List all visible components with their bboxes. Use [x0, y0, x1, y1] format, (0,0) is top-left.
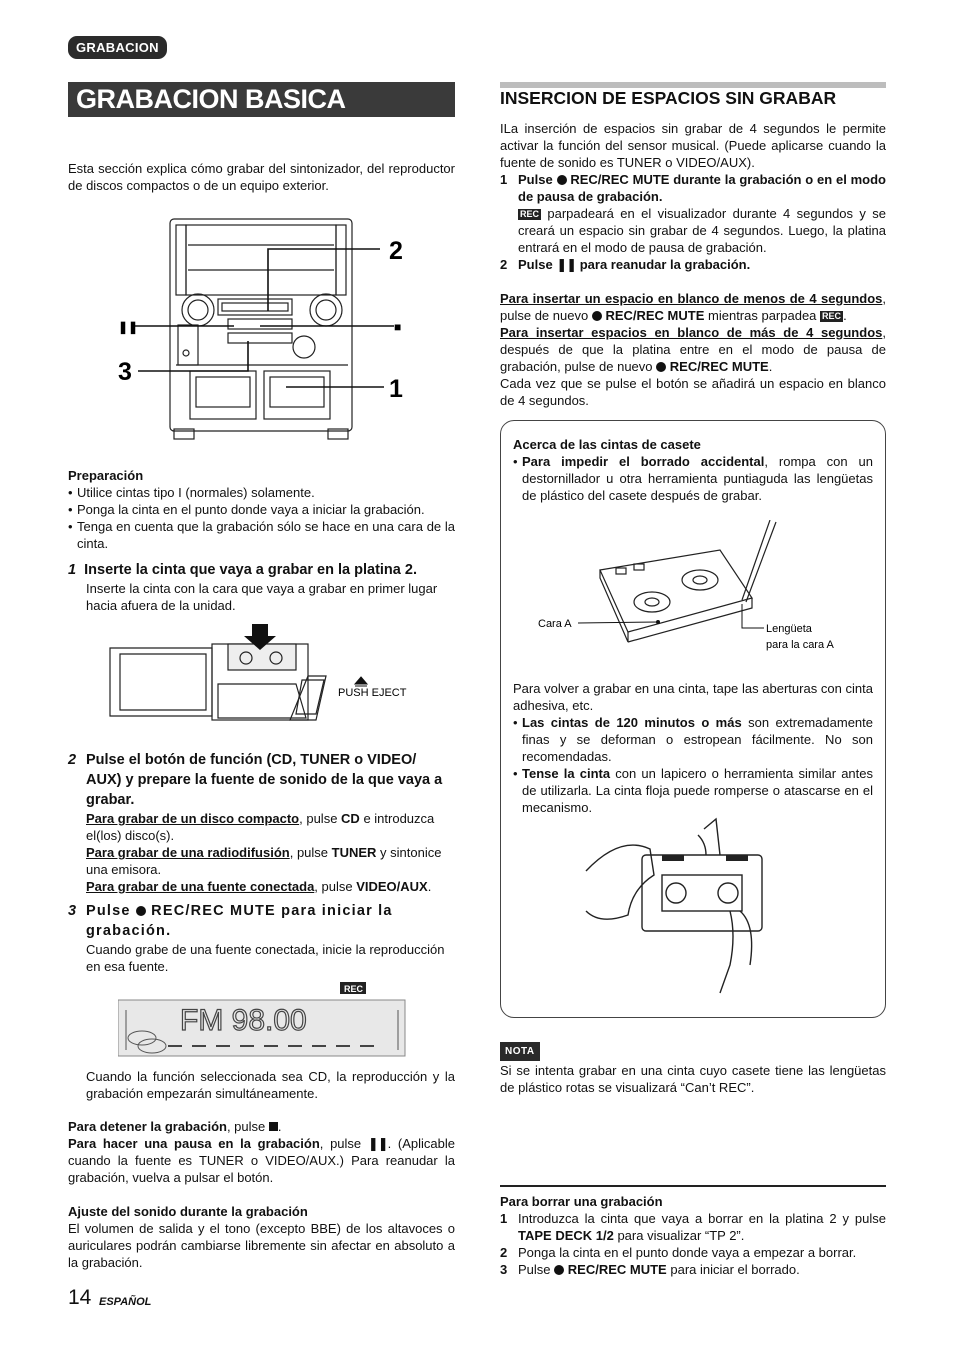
- text: con un lapicero o herramienta similar antes de utilizarla. La cinta floja puede romperse o atascarse en el mecanismo.: [522, 766, 874, 815]
- gap-intro: ILa inserción de espacios sin grabar de 4 segundos le permite activar la función del sensor musical. (Puede aplicarse cuando la fuente de sonido es TUNER o VIDEO/AUX).: [500, 121, 886, 170]
- callout-3: 3: [118, 358, 132, 386]
- step-number: 1: [68, 562, 77, 578]
- text: Pulse: [518, 172, 553, 187]
- pause-label: Para hacer una pausa en la grabación: [68, 1136, 320, 1151]
- text: Introduzca la cinta que vaya a borrar en la platina 2 y pulse: [518, 1211, 886, 1226]
- rec-mute-key: REC/REC MUTE: [567, 1262, 667, 1277]
- aux-instruction-label: Para grabar de una fuente conectada: [86, 879, 315, 894]
- eject-icon: [355, 677, 367, 686]
- preparation-block: [68, 467, 455, 552]
- text: , pulse de nuevo: [500, 291, 886, 323]
- step-title: Inserte la cinta que vaya a grabar en la platina 2.: [84, 562, 417, 578]
- gap-step-2: [500, 256, 886, 273]
- language-label: ESPAÑOL: [99, 1296, 152, 1308]
- text: Pulse: [518, 1262, 551, 1277]
- list-item: [500, 1210, 886, 1244]
- step-1: [68, 560, 455, 614]
- section-title: INSERCION DE ESPACIOS SIN GRABAR: [500, 88, 837, 108]
- bold-text: Tense la cinta: [522, 766, 611, 781]
- text: .: [427, 879, 432, 894]
- tape-insertion-figure: [106, 624, 436, 724]
- less-label: Para insertar un espacio en blanco de menos de 4 segundos: [500, 291, 883, 306]
- step-number: 2: [500, 257, 508, 272]
- record-dot-icon: [656, 362, 666, 372]
- text: , después de que la platina entre en el modo de pausa de grabación, pulse de nuevo: [500, 325, 886, 374]
- step-number: 2: [500, 1245, 508, 1260]
- text: mientras parpadea: [708, 308, 817, 323]
- erase-block: [500, 1193, 886, 1278]
- cd-note: Cuando la función seleccionada sea CD, la reproducción y la grabación empezarán simultáneamente.: [86, 1069, 455, 1101]
- text: e introduzca el(los) disco(s).: [86, 811, 435, 843]
- display-readout: FM 98.00: [180, 1004, 307, 1037]
- text: Pulse: [518, 257, 553, 272]
- step-body: parpadeará en el visualizador durante 4 segundos y se creará un espacio sin grabar de 4 segundos. Luego, la platina entrará en el modo de pausa de grabación.: [518, 206, 886, 255]
- cd-instruction-label: Para grabar de un disco compacto: [86, 811, 300, 826]
- text: , pulse: [314, 879, 357, 894]
- step-number: 1: [500, 1211, 508, 1226]
- bold-text: Las cintas de 120 minutos o más: [522, 715, 742, 730]
- list-item: • Utilice cintas tipo I (normales) solamente.: [68, 484, 455, 501]
- page-title: GRABACION BASICA: [68, 82, 455, 117]
- section-tag: GRABACION: [68, 36, 167, 59]
- step-body: Cuando grabe de una fuente conectada, inicie la reproducción en esa fuente.: [86, 942, 445, 974]
- box-top: [513, 436, 873, 504]
- stop-label: Para detener la grabación: [68, 1119, 227, 1134]
- cd-key: CD: [341, 811, 360, 826]
- step-number: 2: [68, 752, 77, 768]
- text: , pulse: [319, 1136, 368, 1151]
- record-dot-icon: [592, 311, 602, 321]
- pause-icon: ❚❚: [556, 257, 577, 272]
- lengueta-label-2: para la cara A: [766, 639, 834, 651]
- nota-text: Si se intenta grabar en una cinta cuyo casete tiene las lengüetas de plástico rotas se visualizará “Can’t REC”.: [500, 1063, 886, 1095]
- step-title: Pulse el botón de función (CD, TUNER o VIDEO/ AUX) y prepare la fuente de sonido de la que vaya a grabar.: [86, 752, 443, 808]
- pause-icon: ❚❚: [118, 320, 139, 334]
- step-title: REC/REC MUTE durante la grabación o en el modo de pausa de grabación.: [518, 172, 887, 204]
- rec-mute-key: REC/REC MUTE: [605, 308, 705, 323]
- step-number: 3: [500, 1262, 508, 1277]
- text: Para volver a grabar en una cinta, tape las aberturas con cinta adhesiva, etc.: [513, 681, 873, 713]
- record-dot-icon: [554, 1265, 564, 1275]
- radio-instruction-label: Para grabar de una radiodifusión: [86, 845, 290, 860]
- stereo-unit-figure: [118, 215, 408, 445]
- step-3: [68, 901, 455, 975]
- callout-2: 2: [389, 237, 403, 265]
- stop-icon: ■: [394, 320, 402, 334]
- stop-square-icon: [269, 1122, 278, 1131]
- text: y sintonice una emisora.: [86, 845, 442, 877]
- preparation-list: [68, 484, 455, 552]
- stop-pause-block: Para detener la grabación, pulse . Para hacer una pausa en la grabación, pulse ❚❚. (Aplicable cuando la fuente es TUNER o VIDEO/AUX.) Para reanudar la grabación, vuelva a pulsar el botón.: [68, 1119, 455, 1185]
- text: para visualizar “TP 2”.: [613, 1228, 745, 1243]
- text: , pulse: [226, 1119, 269, 1134]
- box-bottom: [513, 680, 873, 816]
- rec-badge: REC: [520, 209, 540, 219]
- adjust-title: Ajuste del sonido durante la grabación: [68, 1204, 308, 1219]
- text: para iniciar el borrado.: [670, 1262, 800, 1277]
- callout-1: 1: [389, 375, 403, 403]
- tape-tension-figure: [580, 815, 800, 995]
- record-dot-icon: [557, 175, 567, 185]
- lengueta-label: Lengüeta: [766, 623, 812, 635]
- display-panel-figure: [118, 980, 408, 1058]
- adjust-block: [68, 1203, 455, 1271]
- bold-text: TAPE DECK 1/2: [518, 1228, 614, 1243]
- box-title: Acerca de las cintas de casete: [513, 437, 701, 452]
- divider: [500, 1185, 886, 1187]
- preparation-title: Preparación: [68, 468, 144, 483]
- nota-badge: NOTA: [500, 1042, 540, 1061]
- text: son extremadamente finas y se deforman o estropean fácilmente. No son recomendadas.: [522, 715, 873, 764]
- step-number: 3: [68, 903, 78, 919]
- step-title: para reanudar la grabación.: [579, 257, 751, 272]
- more-label: Para insertar espacios en blanco de más de 4 segundos: [500, 325, 883, 340]
- cara-a-label: Cara A: [538, 618, 572, 630]
- step-title: REC/REC MUTE para iniciar la grabación.: [86, 903, 393, 939]
- rec-indicator: REC: [344, 984, 364, 994]
- gap-step-1: [500, 171, 886, 256]
- list-item: • Ponga la cinta en el punto donde vaya a iniciar la grabación.: [68, 501, 455, 518]
- rec-mute-key: REC/REC MUTE: [669, 359, 769, 374]
- text: , pulse: [299, 811, 342, 826]
- adjust-body: El volumen de salida y el tono (excepto BBE) de los altavoces o auriculares podrán cambiarse libremente sin afectar en absoluto a la grabación.: [68, 1221, 455, 1270]
- list-item: [500, 1244, 886, 1261]
- text: , pulse: [289, 845, 332, 860]
- text: Cada vez que se pulse el botón se añadirá un espacio en blanco de 4 segundos.: [500, 376, 886, 408]
- text: Ponga la cinta en el punto donde vaya a empezar a borrar.: [518, 1245, 857, 1260]
- record-dot-icon: [136, 906, 146, 916]
- text: , rompa con un destornillador u otra herramienta puntiaguda las lengüetas de plástico del casete después de grabar.: [522, 454, 873, 503]
- step-2: [68, 750, 455, 895]
- erase-title: Para borrar una grabación: [500, 1194, 663, 1209]
- intro-text: Esta sección explica cómo grabar del sintonizador, del reproductor de discos compactos o de un equipo exterior.: [68, 161, 455, 193]
- gap-details: Para insertar un espacio en blanco de menos de 4 segundos, pulse de nuevo REC/REC MUTE mientras parpadea REC . Para insertar espacios en blanco de más de 4 segundos, después de que la platina entre en el modo de pausa de grabación, pulse de nuevo REC/REC MUTE. Cada vez que se pulse el botón se añadirá un espacio en blanco de 4 segundos.: [500, 291, 886, 408]
- push-eject-label: PUSH EJECT: [338, 687, 407, 699]
- text: . (Aplicable cuando la fuente es TUNER o VIDEO/AUX.) Para reanudar la grabación, vuelva a pulsar el botón.: [68, 1136, 455, 1185]
- text: Pulse: [86, 903, 131, 919]
- cassette-tab-figure: [530, 520, 860, 660]
- step-number: 1: [500, 172, 508, 187]
- tuner-key: TUNER: [331, 845, 377, 860]
- list-item: • Tenga en cuenta que la grabación sólo se hace en una cara de la cinta.: [68, 518, 455, 552]
- list-item: [500, 1261, 886, 1278]
- video-aux-key: VIDEO/AUX: [356, 879, 428, 894]
- bold-text: Para impedir el borrado accidental: [522, 454, 765, 469]
- page-number: 14: [68, 1286, 92, 1309]
- pause-icon: ❚❚: [367, 1136, 388, 1151]
- rec-badge: REC: [822, 311, 842, 321]
- step-body: Inserte la cinta con la cara que vaya a grabar en primer lugar hacia afuera de la unidad.: [86, 581, 438, 613]
